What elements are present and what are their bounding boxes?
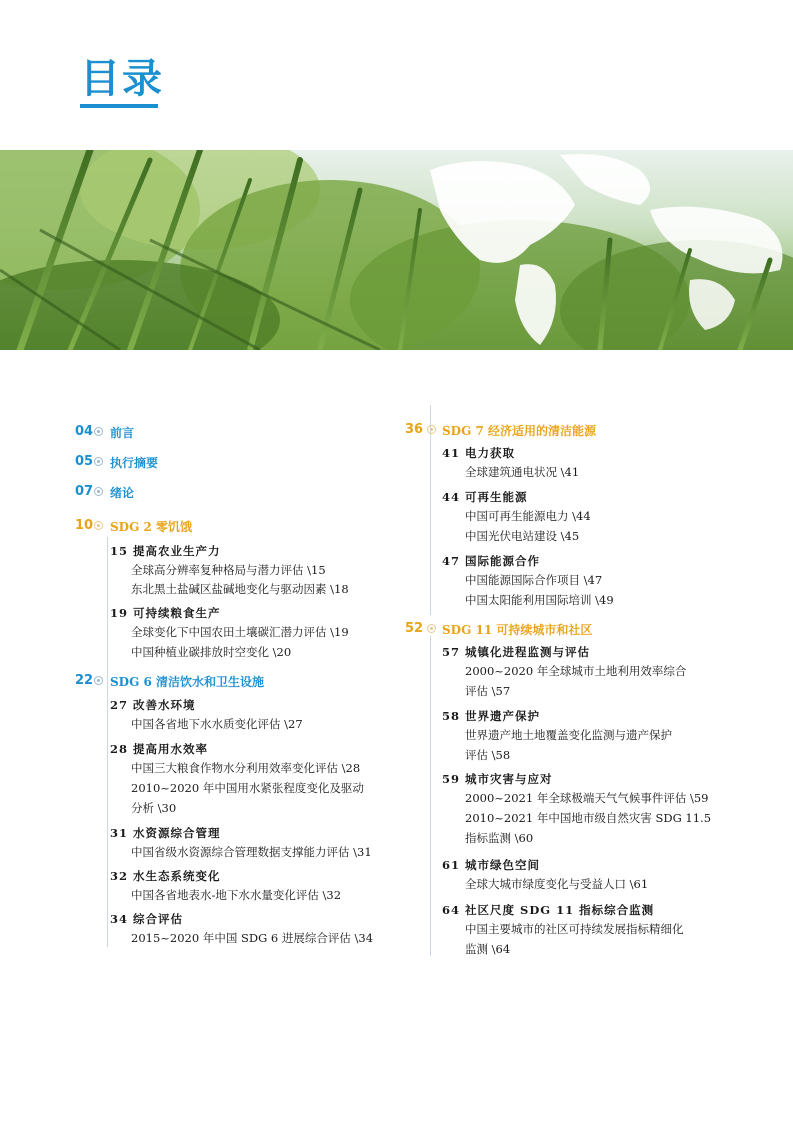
bullet-icon (427, 624, 436, 633)
toc-item[interactable]: 中国可再生能源电力 \44 (465, 509, 591, 523)
toc-item[interactable]: 指标监测 \60 (465, 831, 534, 845)
toc-item[interactable]: 2000~2020 年全球城市土地利用效率综合 (465, 664, 687, 678)
toc-item[interactable]: 中国各省地下水水质变化评估 \27 (131, 717, 303, 731)
bullet-icon (94, 676, 103, 685)
toc-item[interactable]: 2015~2020 年中国 SDG 6 进展综合评估 \34 (131, 931, 374, 945)
toc-heading-sdg11[interactable]: SDG 11 可持续城市和社区 (442, 623, 593, 637)
toc-heading-sdg2[interactable]: SDG 2 零饥饿 (110, 520, 193, 534)
banner-image (0, 150, 793, 350)
toc-subheading[interactable]: 59 城市灾害与应对 (442, 772, 553, 786)
toc-item[interactable]: 中国三大粮食作物水分利用效率变化评估 \28 (131, 761, 361, 775)
page-title: 目录 (80, 56, 164, 102)
toc-subheading[interactable]: 32 水生态系统变化 (110, 869, 221, 883)
toc-item[interactable]: 中国光伏电站建设 \45 (465, 529, 580, 543)
toc-item[interactable]: 2000~2021 年全球极端天气气候事件评估 \59 (465, 791, 709, 805)
toc-subheading[interactable]: 19 可持续粮食生产 (110, 606, 221, 620)
toc-item[interactable]: 全球变化下中国农田土壤碳汇潜力评估 \19 (131, 625, 349, 639)
toc-subheading[interactable]: 44 可再生能源 (442, 490, 528, 504)
toc-item[interactable]: 中国太阳能利用国际培训 \49 (465, 593, 614, 607)
right-column-rule (430, 405, 431, 615)
toc-subheading[interactable]: 61 城市绿色空间 (442, 858, 541, 872)
toc-item[interactable]: 全球大城市绿度变化与受益人口 \61 (465, 877, 649, 891)
toc-subheading[interactable]: 58 世界遗产保护 (442, 709, 541, 723)
right-column-rule-2 (430, 636, 431, 956)
toc-item[interactable]: 全球建筑通电状况 \41 (465, 465, 580, 479)
toc-subheading[interactable]: 34 综合评估 (110, 912, 184, 926)
toc-page-number[interactable]: 07 (75, 484, 94, 499)
bullet-icon (427, 425, 436, 434)
toc-item[interactable]: 中国省级水资源综合管理数据支撑能力评估 \31 (131, 845, 372, 859)
toc-page-number[interactable]: 36 (405, 422, 424, 437)
toc-item[interactable]: 分析 \30 (131, 801, 177, 815)
toc-page-number[interactable]: 04 (75, 424, 94, 439)
toc-item[interactable]: 中国各省地表水-地下水水量变化评估 \32 (131, 888, 342, 902)
toc-subheading[interactable]: 64 社区尺度 SDG 11 指标综合监测 (442, 903, 655, 917)
toc-page-number[interactable]: 10 (75, 518, 94, 533)
bullet-icon (94, 457, 103, 466)
left-column-rule (107, 537, 108, 947)
toc-subheading[interactable]: 15 提高农业生产力 (110, 544, 221, 558)
toc-subheading[interactable]: 57 城镇化进程监测与评估 (442, 645, 591, 659)
toc-item[interactable]: 中国能源国际合作项目 \47 (465, 573, 603, 587)
toc-subheading[interactable]: 27 改善水环境 (110, 698, 196, 712)
toc-heading-preface[interactable]: 前言 (110, 426, 135, 440)
toc-subheading[interactable]: 28 提高用水效率 (110, 742, 209, 756)
toc-heading-sdg6[interactable]: SDG 6 清洁饮水和卫生设施 (110, 675, 265, 689)
title-underline (80, 104, 158, 108)
toc-heading-sdg7[interactable]: SDG 7 经济适用的清洁能源 (442, 424, 597, 438)
toc-item[interactable]: 评估 \57 (465, 684, 511, 698)
bamboo-world-map-illustration (0, 150, 793, 350)
bullet-icon (94, 487, 103, 496)
toc-item[interactable]: 世界遗产地土地覆盖变化监测与遗产保护 (465, 728, 672, 742)
toc-item[interactable]: 中国主要城市的社区可持续发展指标精细化 (465, 922, 684, 936)
toc-item[interactable]: 评估 \58 (465, 748, 511, 762)
toc-subheading[interactable]: 41 电力获取 (442, 446, 516, 460)
toc-item[interactable]: 全球高分辨率复种格局与潜力评估 \15 (131, 563, 326, 577)
toc-item[interactable]: 2010~2021 年中国地市级自然灾害 SDG 11.5 (465, 811, 712, 825)
toc-item[interactable]: 监测 \64 (465, 942, 511, 956)
toc-heading-intro[interactable]: 绪论 (110, 486, 135, 500)
toc-subheading[interactable]: 31 水资源综合管理 (110, 826, 221, 840)
toc-subheading[interactable]: 47 国际能源合作 (442, 554, 541, 568)
toc-heading-summary[interactable]: 执行摘要 (110, 456, 159, 470)
toc-item[interactable]: 2010~2020 年中国用水紧张程度变化及驱动 (131, 781, 364, 795)
toc-item[interactable]: 中国种植业碳排放时空变化 \20 (131, 645, 292, 659)
toc-page-number[interactable]: 05 (75, 454, 94, 469)
toc-page-number[interactable]: 22 (75, 673, 94, 688)
bullet-icon (94, 427, 103, 436)
toc-item[interactable]: 东北黑土盐碱区盐碱地变化与驱动因素 \18 (131, 582, 349, 596)
bullet-icon (94, 521, 103, 530)
toc-page-number[interactable]: 52 (405, 621, 424, 636)
